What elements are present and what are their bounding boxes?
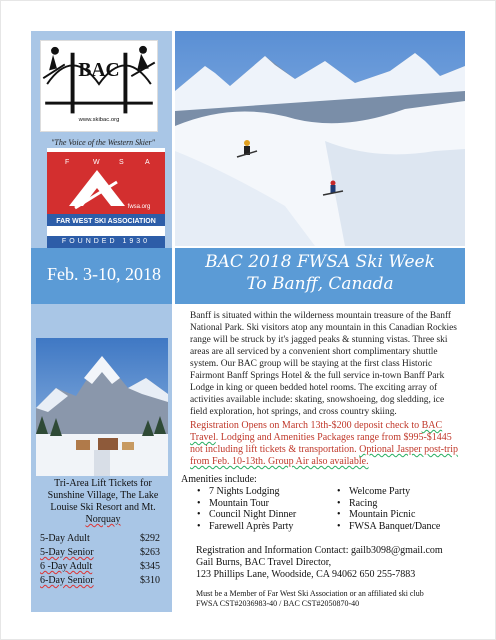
contact-line: Registration and Information Contact: gailb3098@gmail.com [196, 545, 443, 556]
registration-info [190, 420, 460, 468]
price-value: $310 [140, 575, 160, 586]
amenity-item: • Farewell Après Party [197, 521, 296, 533]
amenity-item: • FWSA Banquet/Dance [337, 521, 440, 533]
price-label: 5-Day Adult [40, 533, 90, 544]
lift-ticket-heading [38, 478, 168, 526]
registration-text-1: Registration Opens on March 13th-$200 deposit check to [190, 420, 422, 431]
registration-text-4: Optional Jasper post-trip from Feb. 10-13th. Group Air also available. [190, 444, 459, 467]
membership-note: Must be a Member of Far West Ski Association or an affiliated ski club [196, 589, 424, 598]
price-label: 6 -Day Adult [40, 561, 93, 572]
amenity-item: • Welcome Party [337, 486, 440, 498]
price-row [40, 574, 160, 588]
fwsa-letter-s: S [119, 159, 124, 166]
contact-line: Gail Burns, BAC Travel Director, [196, 557, 332, 568]
amenities-heading: Amenities include: [181, 474, 257, 485]
event-title-line2: To Banff, Canada [246, 274, 394, 294]
amenities-list-right [337, 486, 440, 532]
amenity-item: • Council Night Dinner [197, 509, 296, 521]
lift-ticket-heading-text: Tri-Area Lift Tickets for Sunshine Village, The Lake Louise Ski Resort and Mt. [47, 478, 159, 513]
fwsa-name: FAR WEST SKI ASSOCIATION [56, 218, 156, 225]
hero-ski-photo [175, 31, 465, 246]
fwsa-founded: FOUNDED 1930 [47, 236, 165, 248]
event-title-line1: BAC 2018 FWSA Ski Week [205, 252, 435, 272]
bac-logo-text: BAC [78, 60, 120, 82]
fwsa-letter-f: F [65, 159, 70, 166]
event-dates: Feb. 3-10, 2018 [47, 264, 161, 284]
lift-ticket-heading-tail: Norquay [85, 514, 121, 525]
amenity-item: • Mountain Picnic [337, 509, 440, 521]
bac-logo [40, 40, 158, 132]
amenity-item: • Mountain Tour [197, 498, 296, 510]
amenities-list-left [197, 486, 296, 532]
destination-description: Banff is situated within the wilderness mountain treasure of the Banff National Park. Ski visitors atop any mountain in this Canadian Rockies range will be struck by it's jagged peaks & stunning vistas. Three ski areas are all serviced by a convenient short complimentary shuttle system. Our BAC group will be staying at the first class Historic Fairmont Banff Springs Hotel & the full service in-town Banff Park Lodge in king or queen bedded hotel rooms. The exciting array of activities available include: skating, snowshoeing, dog sledding, ice field exploration, hot springs, and cross country skiing. [190, 311, 457, 417]
cst-numbers: FWSA CST#2036983-40 / BAC CST#2050870-40 [196, 599, 360, 608]
banff-landscape-image [36, 338, 168, 476]
price-value: $263 [140, 547, 160, 558]
fwsa-logo [47, 148, 165, 236]
contact-info [196, 545, 466, 581]
amenity-item: • 7 Nights Lodging [197, 486, 296, 498]
mountain-landscape-image [175, 31, 465, 246]
amenity-item: • Racing [337, 498, 440, 510]
price-label: 5-Day Senior [40, 547, 94, 558]
banff-town-photo [36, 338, 168, 476]
price-row [40, 560, 160, 574]
registration-text-2: BAC Travel [190, 420, 443, 443]
contact-line: 123 Phillips Lane, Woodside, CA 94062 650 255-7883 [196, 569, 416, 580]
fwsa-tagline: "The Voice of the Western Skier" [51, 138, 155, 147]
price-row [40, 532, 160, 546]
price-label: 6-Day Senior [40, 575, 94, 586]
price-value: $345 [140, 561, 160, 572]
registration-text-3: . Lodging and Amenities Packages range from $995-$1445 not including lift tickets & transportation. [190, 432, 452, 455]
fwsa-logo-graphic [47, 148, 165, 236]
price-value: $292 [140, 533, 160, 544]
lift-ticket-price-table [40, 532, 160, 588]
fwsa-letter-w: W [93, 159, 100, 166]
bac-url: www.skibac.org [78, 117, 120, 124]
bac-logo-graphic [41, 41, 157, 131]
fwsa-url: fwsa.org [127, 204, 151, 210]
price-row [40, 546, 160, 560]
fwsa-letter-a: A [145, 159, 150, 166]
fine-print [196, 589, 466, 609]
